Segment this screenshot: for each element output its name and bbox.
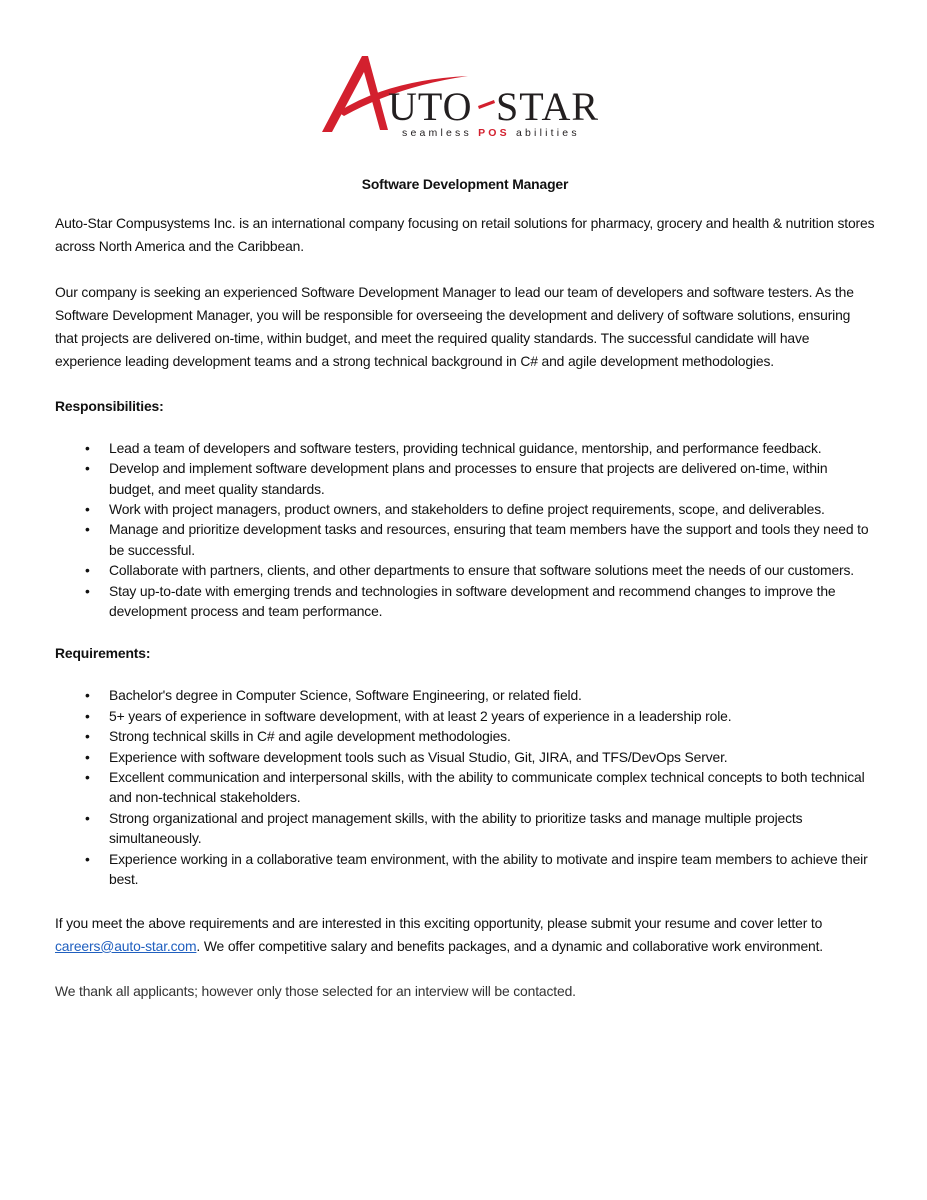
list-item: • Experience with software development tools such as Visual Studio, Git, JIRA, and TFS/DevOps Server.: [55, 747, 875, 767]
requirements-list: [55, 685, 875, 889]
email-link[interactable]: careers@auto-star.com: [55, 937, 197, 954]
list-item: • Stay up-to-date with emerging trends and technologies in software development and recommend changes to improve the development process and team performance.: [55, 581, 875, 622]
list-item: • Work with project managers, product owners, and stakeholders to define project requirements, scope, and deliverables.: [55, 499, 875, 519]
job-title: Software Development Manager: [361, 176, 569, 192]
role-summary: Our company is seeking an experienced Software Development Manager to lead our team of developers and software testers. As the Software Development Manager, you will be responsible for overseeing the development and delivery of software solutions, ensuring that projects are delivered on-time, within budget, and meet the required quality standards. The successful candidate will have experience leading development teams and a strong technical background in C# and agile development methodologies.: [55, 283, 854, 370]
job-posting: [55, 174, 875, 1025]
list-item: • Strong organizational and project management skills, with the ability to prioritize tasks and manage multiple projects simultaneously.: [55, 808, 875, 849]
list-item: • Collaborate with partners, clients, and other departments to ensure that software solutions meet the needs of our customers.: [55, 560, 875, 580]
responsibilities-heading: Responsibilities:: [55, 397, 164, 414]
company-intro: Auto-Star Compusystems Inc. is an international company focusing on retail solutions for pharmacy, grocery and health & nutrition stores across North America and the Caribbean.: [55, 215, 875, 255]
svg-text:STAR: STAR: [496, 84, 600, 129]
list-item: • Develop and implement software development plans and processes to ensure that projects are delivered on-time, within budget, and meet quality standards.: [55, 458, 875, 499]
list-item: • Excellent communication and interpersonal skills, with the ability to communicate complex technical concepts to both technical and non-technical stakeholders.: [55, 767, 875, 808]
list-item: • Bachelor's degree in Computer Science, Software Engineering, or related field.: [55, 685, 875, 705]
list-item: • Lead a team of developers and software testers, providing technical guidance, mentorship, and performance feedback.: [55, 438, 875, 458]
auto-star-logo: [318, 50, 618, 142]
responsibilities-list: [55, 438, 875, 622]
svg-text:UTO: UTO: [388, 84, 473, 129]
list-item: • 5+ years of experience in software development, with at least 2 years of experience in a leadership role.: [55, 706, 875, 726]
svg-text:seamless POS abilities: seamless POS abilities: [402, 127, 580, 139]
apply-text-end: . We offer competitive salary and benefits packages, and a dynamic and collaborative work environment.: [196, 937, 824, 954]
list-item: • Manage and prioritize development tasks and resources, ensuring that team members have the support and tools they need to be successful.: [55, 519, 875, 560]
closing-note: We thank all applicants; however only those selected for an interview will be contacted.: [55, 983, 576, 1000]
apply-text: If you meet the above requirements and are interested in this exciting opportunity, please submit your resume and cover letter to: [55, 914, 823, 931]
list-item: • Strong technical skills in C# and agile development methodologies.: [55, 726, 875, 746]
apply-paragraph: [55, 912, 875, 959]
list-item: • Experience working in a collaborative team environment, with the ability to motivate and inspire team members to achieve their best.: [55, 849, 875, 890]
requirements-heading: Requirements:: [55, 645, 151, 662]
